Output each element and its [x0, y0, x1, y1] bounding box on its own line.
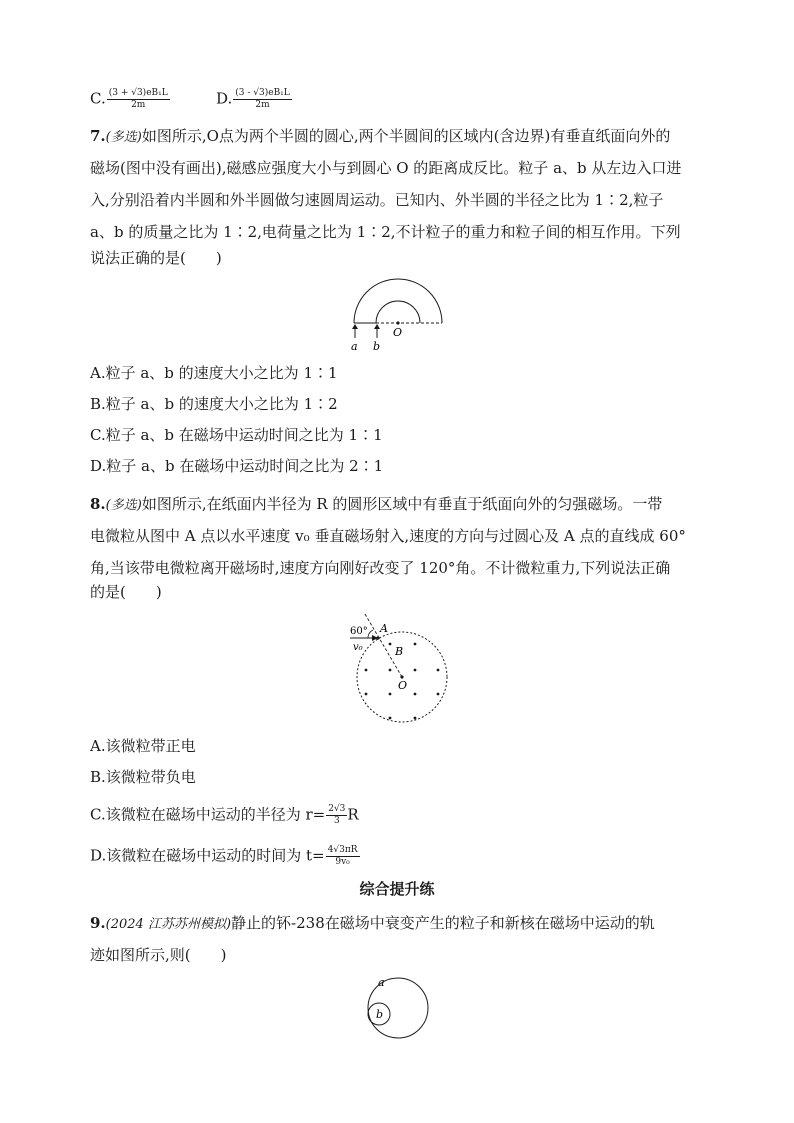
- q9-number: 9.: [90, 914, 106, 932]
- q8-label-a: A: [380, 622, 388, 635]
- q9-source: (2024 江苏苏州模拟): [105, 917, 232, 932]
- q8-point-a: [376, 636, 379, 639]
- q8-option-c-fraction: $\frac{2√3}{3}$: [328, 804, 346, 826]
- q8-line-2: 电微粒从图中 A 点以水平速度 v₀ 垂直磁场射入,速度的方向与过圆心及 A 点的直线成 60°: [90, 527, 686, 545]
- q8-option-d: D.该微粒在磁场中运动的时间为 t= $\frac{4√3\pi R}{\text{9v₀}}$: [90, 845, 358, 867]
- q7-arrowhead-b: [374, 324, 380, 329]
- q7-line-4: a、b 的质量之比为 1∶2,电荷量之比为 1∶2,不计粒子的重力和粒子间的相互作用。下列: [90, 223, 681, 241]
- q6-option-d-fraction: $\frac{\text{(3 - √3)eB₁L}}{2m}$: [235, 88, 290, 110]
- q8-option-c: C.该微粒在磁场中运动的半径为 r= $\frac{2√3}{3}$ R: [90, 804, 359, 826]
- q9-label-b: b: [376, 1008, 384, 1021]
- q8-line-4: 的是( ): [90, 583, 162, 601]
- q7-label-b: b: [373, 340, 381, 353]
- q7-option-c: C.粒子 a、b 在磁场中运动时间之比为 1∶1: [90, 426, 383, 444]
- q7-line-1: 7.(多选)如图所示,O点为两个半圆的圆心,两个半圆间的区域内(含边界)有垂直纸面向外的: [90, 127, 671, 145]
- q7-label-o: O: [393, 326, 403, 339]
- q7-label-a: a: [351, 340, 358, 353]
- q7-line-3: 入,分别沿着内半圆和外半圆做匀速圆周运动。已知内、外半圆的半径之比为 1∶2,粒子: [90, 191, 664, 209]
- q7-option-d: D.粒子 a、b 在磁场中运动时间之比为 2∶1: [90, 457, 384, 475]
- q8-number: 8.: [90, 495, 106, 513]
- q8-figure: [340, 610, 455, 728]
- q8-label-angle: 60°: [350, 626, 368, 637]
- q7-arrowhead-a: [352, 324, 358, 329]
- q6-option-d: D. $\frac{\text{(3 - √3)eB₁L}}{2m}$: [216, 88, 290, 110]
- q6-option-c-fraction: $\frac{\text{(3 + √3)eB₁L}}{2m}$: [108, 88, 168, 110]
- q7-option-a: A.粒子 a、b 的速度大小之比为 1∶1: [90, 364, 338, 382]
- q8-option-b: B.该微粒带负电: [90, 768, 196, 786]
- q8-tag: (多选): [105, 498, 142, 513]
- q8-label-b: B: [395, 645, 404, 658]
- q9-line-2: 迹如图所示,则( ): [90, 946, 227, 964]
- q7-figure: [340, 276, 455, 356]
- q8-label-o: O: [398, 679, 408, 692]
- q8-option-a: A.该微粒带正电: [90, 737, 196, 755]
- q9-label-a: a: [378, 976, 385, 989]
- q6-option-c: C. $\frac{\text{(3 + √3)eB₁L}}{2m}$: [90, 88, 168, 110]
- section-title: 综合提升练: [359, 880, 435, 898]
- q9-figure: [360, 974, 436, 1040]
- q8-line-1: 8.(多选)如图所示,在纸面内半径为 R 的圆形区域中有垂直于纸面向外的匀强磁场。一带: [90, 495, 663, 513]
- q9-line-1: 9.(2024 江苏苏州模拟)静止的钚-238在磁场中衰变产生的粒子和新核在磁场中运动的轨: [90, 914, 655, 932]
- q8-label-v: v₀: [353, 642, 363, 653]
- q8-line-3: 角,当该带电微粒离开磁场时,速度方向刚好改变了 120°角。不计微粒重力,下列说法正确: [90, 559, 671, 577]
- q7-inner-semicircle: [376, 301, 420, 323]
- q7-line-2: 磁场(图中没有画出),磁感应强度大小与到圆心 O 的距离成反比。粒子 a、b 从左边入口进: [90, 159, 682, 177]
- q7-line-5: 说法正确的是( ): [90, 249, 222, 267]
- q7-option-b: B.粒子 a、b 的速度大小之比为 1∶2: [90, 395, 338, 413]
- q7-tag: (多选): [105, 130, 142, 145]
- q7-number: 7.: [90, 127, 106, 145]
- q8-option-d-fraction: $\frac{4√3\pi R}{\text{9v₀}}$: [327, 845, 358, 867]
- q7-center-dot: [396, 321, 399, 324]
